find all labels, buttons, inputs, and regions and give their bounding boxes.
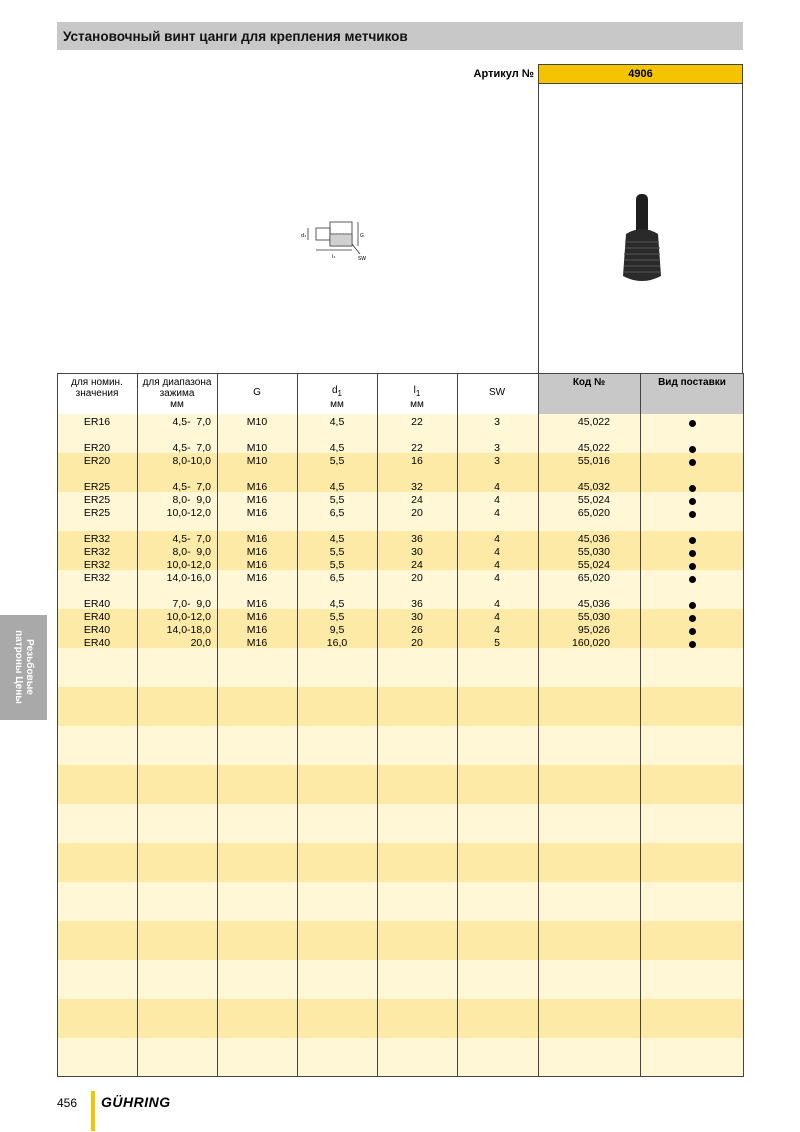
supply-dot (689, 628, 696, 635)
supply-dot (689, 511, 696, 518)
cell-sw: 4 (494, 559, 500, 571)
cell-sw: 5 (494, 637, 500, 649)
supply-dot (689, 459, 696, 466)
cell-g: M16 (246, 624, 268, 636)
cell-code: 55,030 (577, 611, 610, 623)
column-divider (137, 373, 138, 1077)
cell-g: M16 (246, 559, 268, 571)
cell-range: 4,5- 7,0 (172, 481, 211, 493)
cell-range: 8,0- 9,0 (172, 546, 211, 558)
column-divider (640, 373, 641, 1077)
technical-drawing (296, 214, 376, 264)
header-l1: $l_1$ мм (410, 385, 424, 410)
cell-sw: 4 (494, 494, 500, 506)
cell-l1: 20 (411, 507, 423, 519)
cell-range: 8,0- 9,0 (172, 494, 211, 506)
cell-g: M16 (246, 572, 268, 584)
cell-l1: 30 (411, 546, 423, 558)
cell-g: M10 (246, 455, 268, 467)
supply-dot (689, 420, 696, 427)
cell-sw: 4 (494, 624, 500, 636)
column-divider (538, 373, 539, 1077)
cell-g: M16 (246, 533, 268, 545)
cell-sw: 3 (494, 442, 500, 454)
cell-code: 55,024 (577, 494, 610, 506)
cell-code: 160,020 (572, 637, 610, 649)
header-nominal: для номин. значения (71, 377, 123, 399)
supply-dot (689, 602, 696, 609)
cell-size: ER40 (83, 611, 111, 623)
drawing-label-d1: d₁ (301, 233, 307, 239)
side-tab-label: Резьбовые патроны Цены (13, 630, 35, 704)
cell-l1: 22 (411, 442, 423, 454)
cell-sw: 3 (494, 455, 500, 467)
cell-d1: 4,5 (329, 442, 345, 454)
header-supply: Вид поставки (641, 374, 743, 414)
column-divider (217, 373, 218, 1077)
supply-dot (689, 498, 696, 505)
cell-d1: 16,0 (326, 637, 348, 649)
cell-range: 4,5- 7,0 (172, 533, 211, 545)
cell-range: 14,0-16,0 (166, 572, 211, 584)
drawing-label-g: G (360, 233, 364, 239)
cell-sw: 4 (494, 546, 500, 558)
page-number: 456 (57, 1096, 78, 1110)
cell-d1: 4,5 (329, 416, 345, 428)
cell-d1: 6,5 (329, 507, 345, 519)
cell-code: 55,024 (577, 559, 610, 571)
column-divider (377, 373, 378, 1077)
supply-dot (689, 446, 696, 453)
column-divider (297, 373, 298, 1077)
header-g: G (253, 387, 261, 398)
cell-sw: 4 (494, 611, 500, 623)
cell-size: ER25 (83, 481, 111, 493)
header-sw: SW (488, 387, 506, 398)
cell-range: 10,0-12,0 (166, 507, 211, 519)
table-border (57, 373, 58, 1077)
drawing-label-l1: l₁ (332, 254, 336, 260)
cell-d1: 4,5 (329, 533, 345, 545)
cell-size: ER20 (83, 442, 111, 454)
cell-range: 8,0-10,0 (172, 455, 211, 467)
cell-l1: 20 (411, 637, 423, 649)
cell-d1: 4,5 (329, 481, 345, 493)
cell-code: 55,030 (577, 546, 610, 558)
cell-d1: 5,5 (329, 546, 345, 558)
cell-code: 45,032 (577, 481, 610, 493)
brand-logo: GÜHRING (101, 1094, 171, 1110)
cell-l1: 30 (411, 611, 423, 623)
supply-dot (689, 641, 696, 648)
cell-l1: 16 (411, 455, 423, 467)
cell-d1: 4,5 (329, 598, 345, 610)
supply-dot (689, 615, 696, 622)
cell-l1: 36 (411, 533, 423, 545)
supply-dot (689, 537, 696, 544)
cell-sw: 3 (494, 416, 500, 428)
cell-size: ER20 (83, 455, 111, 467)
cell-g: M16 (246, 481, 268, 493)
header-code: Код № (538, 374, 640, 414)
cell-code: 45,036 (577, 533, 610, 545)
cell-size: ER16 (83, 416, 111, 428)
cell-range: 4,5- 7,0 (172, 442, 211, 454)
cell-g: M10 (246, 442, 268, 454)
cell-range: 4,5- 7,0 (172, 416, 211, 428)
cell-g: M16 (246, 546, 268, 558)
cell-l1: 24 (411, 559, 423, 571)
cell-code: 45,022 (577, 416, 610, 428)
cell-range: 10,0-12,0 (166, 559, 211, 571)
cell-size: ER25 (83, 507, 111, 519)
cell-d1: 5,5 (329, 611, 345, 623)
cell-l1: 20 (411, 572, 423, 584)
cell-size: ER32 (83, 546, 111, 558)
cell-d1: 5,5 (329, 455, 345, 467)
cell-range: 10,0-12,0 (166, 611, 211, 623)
cell-l1: 24 (411, 494, 423, 506)
cell-sw: 4 (494, 481, 500, 493)
cell-size: ER40 (83, 637, 111, 649)
cell-size: ER25 (83, 494, 111, 506)
cell-d1: 6,5 (329, 572, 345, 584)
cell-code: 65,020 (577, 507, 610, 519)
table-bottom-border (57, 1076, 744, 1077)
logo-accent-bar (91, 1091, 95, 1131)
supply-dot (689, 550, 696, 557)
cell-l1: 22 (411, 416, 423, 428)
cell-range: 20,0 (190, 637, 211, 649)
cell-sw: 4 (494, 572, 500, 584)
cell-size: ER40 (83, 598, 111, 610)
cell-l1: 36 (411, 598, 423, 610)
cell-g: M16 (246, 637, 268, 649)
cell-sw: 4 (494, 507, 500, 519)
cell-size: ER32 (83, 572, 111, 584)
header-range: для диапазона зажима мм (142, 377, 212, 410)
cell-d1: 9,5 (329, 624, 345, 636)
cell-sw: 4 (494, 598, 500, 610)
cell-g: M16 (246, 598, 268, 610)
cell-g: M16 (246, 611, 268, 623)
cell-g: M16 (246, 507, 268, 519)
cell-code: 55,016 (577, 455, 610, 467)
cell-code: 45,022 (577, 442, 610, 454)
supply-dot (689, 576, 696, 583)
cell-code: 65,020 (577, 572, 610, 584)
cell-d1: 5,5 (329, 494, 345, 506)
page-title: Установочный винт цанги для крепления метчиков (57, 22, 743, 50)
article-number: 4906 (538, 64, 743, 84)
supply-dot (689, 485, 696, 492)
cell-g: M16 (246, 494, 268, 506)
cell-size: ER32 (83, 559, 111, 571)
cell-size: ER40 (83, 624, 111, 636)
supply-dot (689, 563, 696, 570)
cell-sw: 4 (494, 533, 500, 545)
table-border (743, 373, 744, 1077)
cell-range: 7,0- 9,0 (172, 598, 211, 610)
cell-l1: 26 (411, 624, 423, 636)
column-divider (457, 373, 458, 1077)
cell-l1: 32 (411, 481, 423, 493)
cell-d1: 5,5 (329, 559, 345, 571)
cell-size: ER32 (83, 533, 111, 545)
header-d1: $d_1$ мм (330, 385, 344, 410)
cell-g: M10 (246, 416, 268, 428)
product-photo (539, 84, 742, 373)
cell-code: 95,026 (577, 624, 610, 636)
product-image-box (538, 84, 743, 373)
cell-range: 14,0-18,0 (166, 624, 211, 636)
article-label: Артикул № (473, 68, 534, 80)
drawing-label-sw: SW (358, 256, 367, 262)
cell-code: 45,036 (577, 598, 610, 610)
